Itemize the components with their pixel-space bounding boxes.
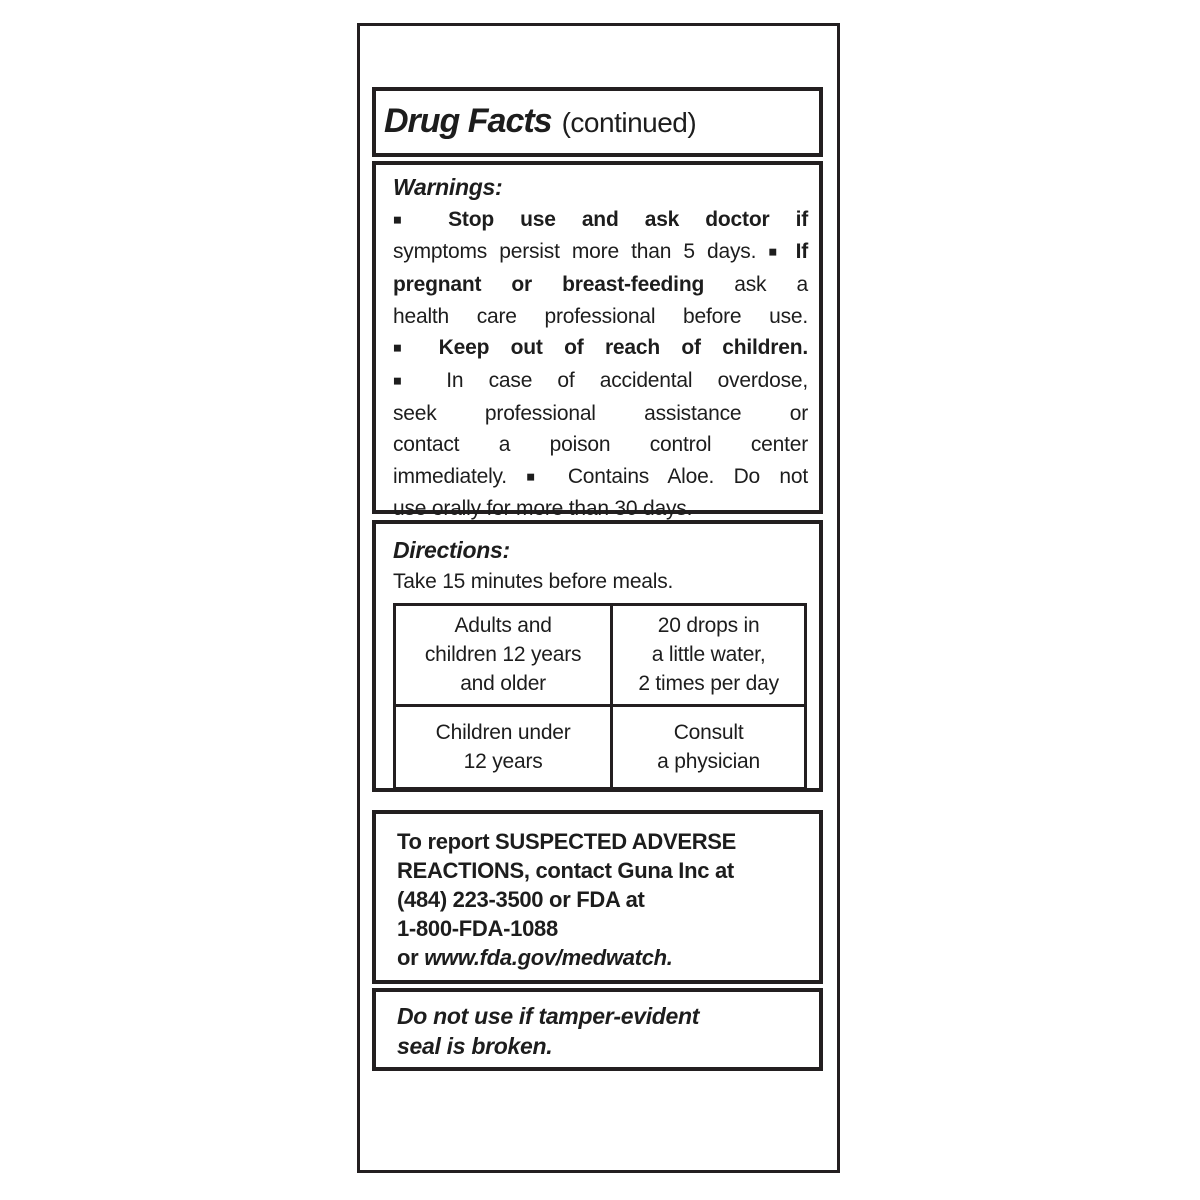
text-segment: Keep out of reach of children. bbox=[438, 336, 808, 360]
text-segment: health care professional before use. bbox=[393, 304, 808, 328]
text-line bbox=[393, 204, 808, 237]
text-line bbox=[400, 640, 606, 669]
text-segment: REACTIONS, contact Guna Inc at bbox=[397, 858, 734, 883]
square-bullet-icon: ■ bbox=[393, 211, 422, 228]
text-segment: a little water, bbox=[651, 643, 766, 666]
text-segment: seal is broken. bbox=[397, 1033, 553, 1059]
text-line bbox=[617, 747, 800, 776]
text-line bbox=[400, 718, 606, 747]
drug-facts-continued: (continued) bbox=[561, 107, 697, 138]
drug-facts-header bbox=[372, 87, 823, 157]
dosage-cell-dose bbox=[612, 604, 806, 705]
text-segment: To report SUSPECTED ADVERSE bbox=[397, 829, 737, 854]
text-segment: In case of accidental overdose, bbox=[446, 368, 809, 392]
text-segment: children 12 years bbox=[424, 643, 582, 666]
text-line bbox=[617, 669, 800, 698]
text-segment: a physician bbox=[657, 749, 761, 773]
adverse-reactions-text bbox=[397, 827, 808, 972]
dosage-cell-dose bbox=[612, 705, 806, 788]
text-line bbox=[397, 885, 808, 914]
square-bullet-icon: ■ bbox=[393, 340, 418, 357]
text-line bbox=[397, 1031, 808, 1061]
square-bullet-icon: ■ bbox=[768, 244, 784, 261]
text-segment: 2 times per day bbox=[638, 672, 779, 695]
square-bullet-icon: ■ bbox=[526, 468, 549, 485]
text-segment: www.fda.gov/medwatch. bbox=[424, 945, 673, 970]
tamper-evident-section bbox=[372, 988, 823, 1071]
text-segment: use orally for more than 30 days. bbox=[393, 497, 693, 521]
text-line bbox=[397, 914, 808, 943]
text-line bbox=[400, 747, 606, 776]
text-segment: or bbox=[397, 945, 419, 970]
text-segment: pregnant or breast-feeding bbox=[393, 273, 705, 297]
text-segment: (484) 223-3500 or FDA at bbox=[397, 887, 645, 912]
text-line bbox=[393, 461, 808, 494]
text-segment: immediately. bbox=[393, 464, 507, 488]
text-line bbox=[393, 332, 808, 365]
warnings-text bbox=[393, 204, 808, 525]
dosage-table bbox=[393, 603, 807, 790]
text-segment: Do not use if tamper-evident bbox=[397, 1003, 700, 1029]
directions-intro: Take 15 minutes before meals. bbox=[393, 569, 674, 593]
text-line bbox=[397, 827, 808, 856]
text-segment: Children under bbox=[435, 720, 571, 744]
directions-heading: Directions: bbox=[393, 537, 510, 563]
text-line bbox=[393, 236, 808, 269]
text-segment: 12 years bbox=[463, 749, 543, 773]
text-segment: seek professional assistance or bbox=[393, 401, 808, 425]
text-segment: 1-800-FDA-1088 bbox=[397, 916, 558, 941]
text-segment: If bbox=[795, 240, 808, 264]
text-line bbox=[393, 269, 808, 301]
text-segment: 20 drops in bbox=[657, 614, 760, 637]
text-segment: Consult bbox=[673, 720, 744, 744]
text-segment: Adults and bbox=[454, 614, 552, 637]
text-line bbox=[393, 301, 808, 333]
dosage-cell-population bbox=[395, 705, 612, 788]
text-segment: Stop use and ask doctor if bbox=[448, 207, 809, 231]
text-segment: Contains Aloe. Do not bbox=[567, 464, 808, 488]
text-line bbox=[400, 611, 606, 640]
dosage-table-row bbox=[395, 705, 806, 788]
text-line bbox=[397, 856, 808, 885]
square-bullet-icon: ■ bbox=[393, 373, 422, 390]
text-line bbox=[400, 669, 606, 698]
warnings-heading: Warnings: bbox=[393, 174, 503, 200]
text-line bbox=[397, 1001, 808, 1031]
text-line bbox=[393, 429, 808, 461]
text-line bbox=[617, 640, 800, 669]
text-segment: and older bbox=[460, 672, 546, 695]
dosage-table-row bbox=[395, 604, 806, 705]
warnings-section bbox=[372, 161, 823, 521]
directions-section bbox=[372, 520, 823, 792]
adverse-reactions-section bbox=[372, 810, 823, 984]
text-segment: ask a bbox=[734, 273, 808, 297]
text-line bbox=[397, 943, 808, 972]
text-segment: symptoms persist more than 5 days. bbox=[393, 240, 757, 264]
drug-facts-title: Drug Facts bbox=[384, 102, 552, 140]
text-segment: contact a poison control center bbox=[393, 433, 808, 457]
text-line bbox=[617, 611, 800, 640]
text-line bbox=[393, 365, 808, 398]
tamper-evident-text bbox=[397, 1001, 808, 1061]
text-line bbox=[617, 718, 800, 747]
text-line bbox=[393, 398, 808, 430]
dosage-cell-population bbox=[395, 604, 612, 705]
